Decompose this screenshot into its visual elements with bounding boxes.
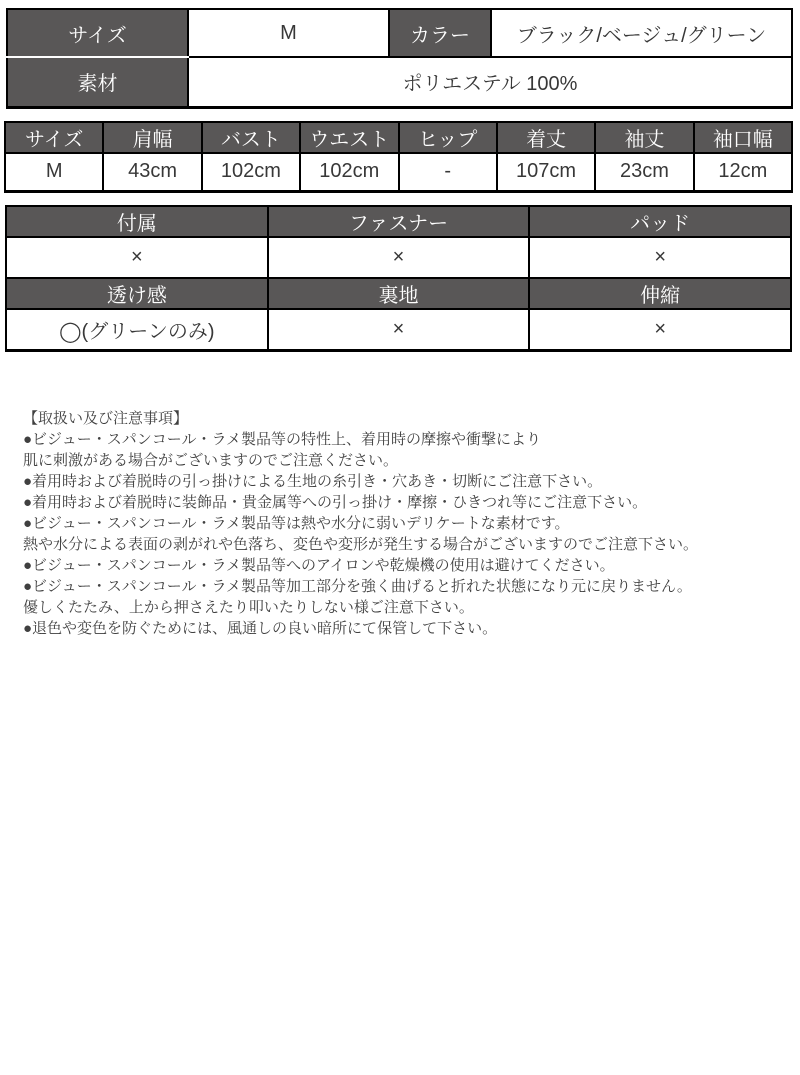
- feature-header-fastener: ファスナー: [268, 206, 530, 237]
- measure-header-waist: ウエスト: [300, 122, 398, 153]
- feature-header-lining: 裏地: [268, 278, 530, 309]
- measure-value-length: 107cm: [497, 153, 595, 192]
- color-label-cell: カラー: [389, 9, 491, 57]
- feature-header-sheerness: 透け感: [6, 278, 268, 309]
- measure-header-shoulder: 肩幅: [103, 122, 201, 153]
- care-note-line: ●ビジュー・スパンコール・ラメ製品等の特性上、着用時の摩擦や衝撃により: [23, 430, 542, 448]
- material-value-cell: ポリエステル 100%: [188, 57, 792, 107]
- measure-header-length: 着丈: [497, 122, 595, 153]
- measure-value-size: M: [5, 153, 103, 192]
- feature-value-fastener: ×: [268, 237, 530, 278]
- feature-value-lining: ×: [268, 309, 530, 350]
- features-table: [5, 205, 792, 352]
- care-note-line: 肌に刺激がある場合がございますのでご注意ください。: [23, 451, 399, 469]
- measure-header-bust: バスト: [202, 122, 300, 153]
- measure-value-waist: 102cm: [300, 153, 398, 192]
- care-note-line: ●ビジュー・スパンコール・ラメ製品等加工部分を強く曲げると折れた状態になり元に戻りません。: [23, 577, 692, 595]
- care-note-line: ●ビジュー・スパンコール・ラメ製品等は熱や水分に弱いデリケートな素材です。: [23, 514, 570, 532]
- measure-value-sleeve: 23cm: [595, 153, 693, 192]
- feature-value-stretch: ×: [529, 309, 791, 350]
- measure-header-hip: ヒップ: [399, 122, 497, 153]
- overview-table: [6, 8, 793, 109]
- measure-header-sleeve: 袖丈: [595, 122, 693, 153]
- feature-header-pad: パッド: [529, 206, 791, 237]
- care-note-line: ●ビジュー・スパンコール・ラメ製品等へのアイロンや乾燥機の使用は避けてください。: [23, 556, 615, 574]
- material-label-cell: 素材: [7, 57, 188, 107]
- care-note-line: 優しくたたみ、上から押さえたり叩いたりしない様ご注意下さい。: [23, 598, 474, 616]
- care-instructions: [0, 408, 800, 639]
- care-note-line: ●着用時および着脱時の引っ掛けによる生地の糸引き・穴あき・切断にご注意下さい。: [23, 472, 603, 490]
- measurements-table: [4, 121, 793, 194]
- product-spec-sheet: [0, 8, 800, 1075]
- measure-header-size: サイズ: [5, 122, 103, 153]
- color-value-cell: ブラック/ベージュ/グリーン: [491, 9, 792, 57]
- feature-value-sheerness: ◯(グリーンのみ): [6, 309, 268, 350]
- measure-value-bust: 102cm: [202, 153, 300, 192]
- measure-value-cuff: 12cm: [694, 153, 792, 192]
- size-value-cell: M: [188, 9, 389, 57]
- feature-header-accessory: 付属: [6, 206, 268, 237]
- measure-value-hip: -: [399, 153, 497, 192]
- care-note-line: ●退色や変色を防ぐためには、風通しの良い暗所にて保管して下さい。: [23, 619, 498, 637]
- care-note-line: 熱や水分による表面の剥がれや色落ち、変色や変形が発生する場合がございますのでご注意下さい。: [23, 535, 699, 553]
- feature-value-pad: ×: [529, 237, 791, 278]
- size-label-cell: サイズ: [7, 9, 188, 57]
- measure-header-cuff: 袖口幅: [694, 122, 792, 153]
- measure-value-shoulder: 43cm: [103, 153, 201, 192]
- feature-header-stretch: 伸縮: [529, 278, 791, 309]
- care-note-line: ●着用時および着脱時に装飾品・貴金属等への引っ掛け・摩擦・ひきつれ等にご注意下さい。: [23, 493, 648, 511]
- feature-value-accessory: ×: [6, 237, 268, 278]
- care-instructions-title: 【取扱い及び注意事項】: [23, 409, 189, 427]
